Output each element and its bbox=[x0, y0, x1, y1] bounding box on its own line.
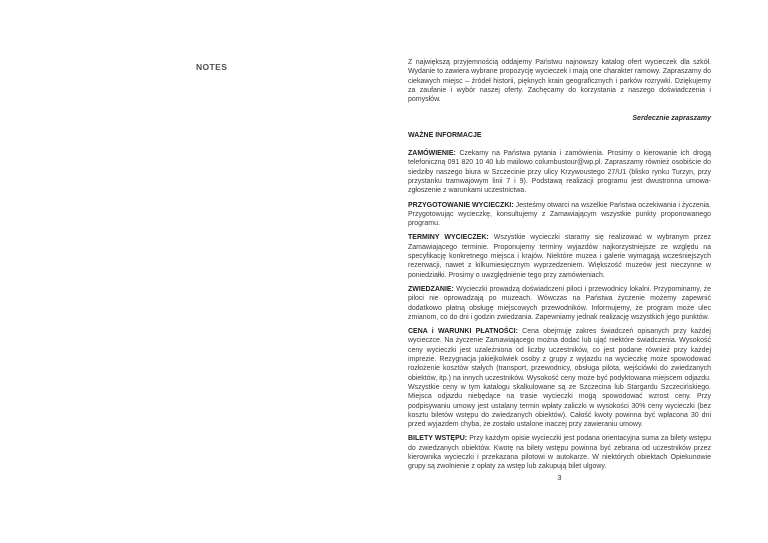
paragraph-zamowienie bbox=[408, 149, 711, 195]
paragraph-przygotowanie bbox=[408, 201, 711, 229]
paragraph-label: ZAMÓWIENIE: bbox=[408, 150, 456, 158]
paragraph-label: ZWIEDZANIE: bbox=[408, 285, 454, 293]
paragraph-text: Wycieczki prowadzą doświadczeni piloci i przewodnicy lokalni. Przypominamy, że piloci nie oprowadzają po muzeach. Wówczas na Państwa życzenie możemy zapewnić dodatkowo płatną obsługę miejscowych przewodników. Informujemy, że program może ulec zmianom, co do dni i godzin zwiedzania. Zapewniamy jednak realizację wszystkich jego punktów. bbox=[408, 285, 711, 321]
paragraph-label: BILETY WSTĘPU: bbox=[408, 435, 468, 443]
section-title: WAŻNE INFORMACJE bbox=[408, 131, 482, 139]
paragraph-zwiedzanie bbox=[408, 285, 711, 322]
paragraph-terminy bbox=[408, 233, 711, 279]
page-number: 3 bbox=[557, 473, 562, 482]
notes-label: NOTES bbox=[196, 62, 228, 72]
signature-line: Serdecznie zapraszamy bbox=[632, 115, 711, 123]
paragraph-text: Czekamy na Państwa pytania i zamówienia. Prosimy o kierowanie ich drogą telefoniczną 091 820 10 40 lub mailowo columbustour@wp.pl. Zapraszamy również osobiście do siedziby naszego biura w Szczecinie przy ulicy Krzywoustego 27/U1 (blisko rynku Turzyn, przy przystanku tramwajowym linii 7 i 9). Podstawą realizacji programu jest dwustronna umowa-zgłoszenie z warunkami uczestnictwa. bbox=[408, 150, 711, 195]
paragraph-text: Cena obejmuję zakres świadczeń opisanych przy każdej wycieczce. Na życzenie Zamawiającego można dodać lub ująć niektóre świadczenia. Wysokość ceny wycieczki jest uzależniona od liczby uczestników, co jest podane również przy każdej imprezie. Rezygnacja jakiejkolwiek osoby z grupy z wyjazdu na wycieczkę może spowodować rozłożenie kosztów stałych (transport, przewodnicy, obsługa pilota, wejściówki do zwiedzanych obiektów, itp.) na innych uczestników. Wysokość ceny może być podyktowana miejscem odjazdu. Wszystkie ceny w tym katalogu skalkulowane są ze Szczecina lub Stargardu Szczecińskiego. Miejsca odjazdu niebędące na trasie wycieczki mogą spowodować wzrost ceny. Przy podpisywaniu umowy jest ustalany termin wpłaty zaliczki w wysokości 30% ceny wycieczki (bez kosztu biletów wstępu do zwiedzanych obiektów). Całość kwoty powinna być wpłacona 30 dni przed wyjazdem chyba, że zostało ustalone inaczej przy zawieraniu umowy. bbox=[408, 328, 711, 429]
intro-paragraph: Z największą przyjemnością oddajemy Państwu najnowszy katalog ofert wycieczek dla szkół. Wydanie to zawiera wybrane propozycję wycieczek i mają one charakter ramowy. Zapraszamy do ciekawych miejsc – źródeł historii, pięknych krain geograficznych i parków rozrywki. Dziękujemy za zaufanie i wybór naszej oferty. Zachęcamy do korzystania z naszego doświadczenia i pomysłów. bbox=[408, 59, 711, 104]
paragraph-text: Przy każdym opisie wycieczki jest podana orientacyjna suma za bilety wstępu do zwiedzanych obiektów. Kwotę na bilety wstępu powinna być zebrana od uczestników przez kierownika wycieczki i przekazana pilotowi w autokarze. W niektórych obiektach Opiekunowie grupy są zwolnienie z opłaty za wstęp lub zakupują bilet ulgowy. bbox=[408, 435, 712, 471]
paragraph-text: Wszystkie wycieczki staramy się realizować w wybranym przez Zamawiającego terminie. Proponujemy terminy wyjazdów najkorzystniejsze ze względu na specyfikację konkretnego miejsca i krajów. Niektóre muzea i galerie wymagają wcześniejszych rezerwacji, nawet z kilkumiesięcznym wyprzedzeniem. Większość muzeów jest nieczynne w poniedziałki. Prosimy o uwzględnienie tego przy zamówieniach. bbox=[408, 234, 711, 279]
paragraph-bilety bbox=[408, 434, 711, 471]
paragraph-cena bbox=[408, 327, 711, 429]
paragraph-label: PRZYGOTOWANIE WYCIECZKI: bbox=[408, 201, 514, 209]
paragraph-text: Jesteśmy otwarci na wszelkie Państwa oczekiwania i życzenia. Przygotowując wycieczkę, konsultujemy z Zamawiającym wszystkie punkty proponowanego programu. bbox=[408, 201, 712, 228]
paragraph-label: TERMINY WYCIECZEK: bbox=[408, 234, 489, 242]
paragraph-label: CENA i WARUNKI PŁATNOŚCI: bbox=[408, 328, 518, 336]
text-column bbox=[408, 58, 711, 477]
